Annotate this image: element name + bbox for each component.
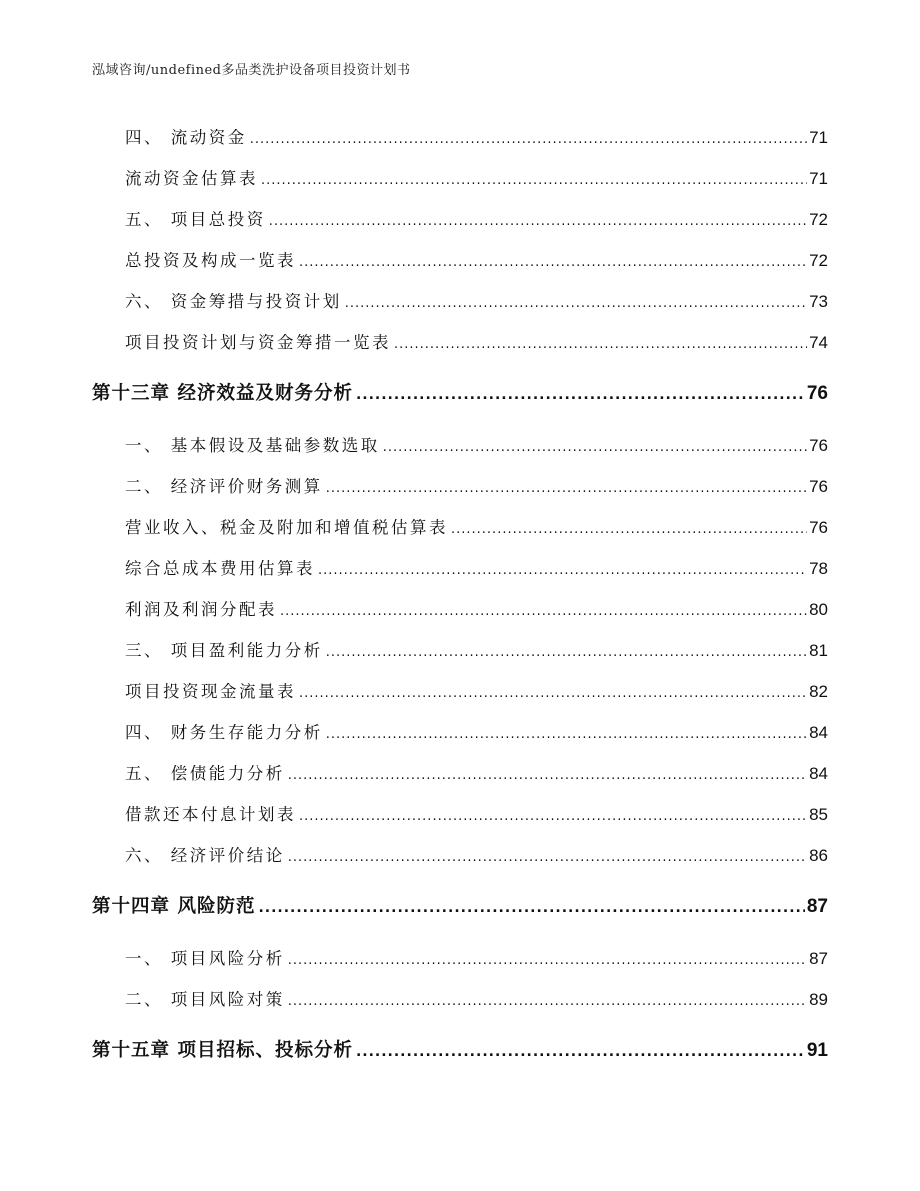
toc-entry-page: 84 bbox=[809, 723, 828, 742]
toc-entry-label: 项目投资计划与资金筹措一览表 bbox=[125, 333, 391, 352]
toc-entry-page: 71 bbox=[809, 128, 828, 147]
toc-entry-label: 一、 基本假设及基础参数选取 bbox=[125, 436, 380, 455]
toc-leader-dots bbox=[326, 723, 807, 742]
page-header: 泓域咨询/undefined多品类洗护设备项目投资计划书 bbox=[92, 63, 411, 78]
toc-entry-label: 第十五章 项目招标、投标分析 bbox=[92, 1040, 353, 1061]
toc-entry-page: 87 bbox=[806, 896, 828, 917]
toc-leader-dots bbox=[299, 805, 807, 824]
toc-leader-dots bbox=[356, 1040, 805, 1061]
toc-entry-label: 一、 项目风险分析 bbox=[125, 949, 285, 968]
toc-leader-dots bbox=[299, 682, 807, 701]
toc-leader-dots bbox=[299, 251, 807, 270]
toc-entry-page: 82 bbox=[809, 682, 828, 701]
toc-leader-dots bbox=[288, 764, 807, 783]
toc-entry-label: 四、 流动资金 bbox=[125, 128, 247, 147]
toc-entry-page: 80 bbox=[809, 600, 828, 619]
toc-leader-dots bbox=[326, 641, 807, 660]
toc-entry-page: 73 bbox=[809, 292, 828, 311]
toc-entry[interactable] bbox=[125, 165, 828, 189]
toc-entry-page: 81 bbox=[809, 641, 828, 660]
toc-entry-label: 第十三章 经济效益及财务分析 bbox=[92, 383, 353, 404]
toc-entry-label: 五、 偿债能力分析 bbox=[125, 764, 285, 783]
toc-leader-dots bbox=[326, 477, 807, 496]
toc-entry-page: 71 bbox=[809, 169, 828, 188]
toc-entry[interactable] bbox=[125, 124, 828, 148]
toc-entry-page: 72 bbox=[809, 251, 828, 270]
toc-entry-page: 72 bbox=[809, 210, 828, 229]
toc-entry-label: 二、 项目风险对策 bbox=[125, 990, 285, 1009]
toc-leader-dots bbox=[318, 559, 807, 578]
toc-entry[interactable] bbox=[125, 432, 828, 456]
toc-leader-dots bbox=[258, 896, 804, 917]
toc-entry[interactable] bbox=[125, 596, 828, 620]
toc-entry-label: 营业收入、税金及附加和增值税估算表 bbox=[125, 518, 448, 537]
toc-entry[interactable] bbox=[125, 719, 828, 743]
toc-entry-label: 三、 项目盈利能力分析 bbox=[125, 641, 323, 660]
toc-entry-page: 91 bbox=[806, 1040, 828, 1061]
toc-entry-label: 四、 财务生存能力分析 bbox=[125, 723, 323, 742]
toc-entry-label: 综合总成本费用估算表 bbox=[125, 559, 315, 578]
toc-chapter-entry[interactable] bbox=[92, 892, 828, 918]
toc-entry-page: 86 bbox=[809, 846, 828, 865]
toc-entry[interactable] bbox=[125, 473, 828, 497]
toc-entry[interactable] bbox=[125, 247, 828, 271]
toc-entry-label: 借款还本付息计划表 bbox=[125, 805, 296, 824]
toc-entry[interactable] bbox=[125, 986, 828, 1010]
toc-entry-label: 第十四章 风险防范 bbox=[92, 896, 256, 917]
toc-entry[interactable] bbox=[125, 842, 828, 866]
toc-entry-label: 流动资金估算表 bbox=[125, 169, 258, 188]
toc-leader-dots bbox=[288, 990, 807, 1009]
toc-entry-page: 87 bbox=[809, 949, 828, 968]
toc-leader-dots bbox=[288, 846, 807, 865]
toc-entry[interactable] bbox=[125, 637, 828, 661]
toc-entry[interactable] bbox=[125, 945, 828, 969]
toc-entry-label: 总投资及构成一览表 bbox=[125, 251, 296, 270]
toc-entry-page: 76 bbox=[809, 518, 828, 537]
toc-entry-label: 六、 资金筹措与投资计划 bbox=[125, 292, 342, 311]
toc-leader-dots bbox=[383, 436, 807, 455]
toc-entry[interactable] bbox=[125, 206, 828, 230]
toc-entry[interactable] bbox=[125, 514, 828, 538]
toc-entry-label: 六、 经济评价结论 bbox=[125, 846, 285, 865]
toc-leader-dots bbox=[261, 169, 807, 188]
toc-entry-label: 二、 经济评价财务测算 bbox=[125, 477, 323, 496]
toc-leader-dots bbox=[345, 292, 807, 311]
toc-leader-dots bbox=[356, 383, 805, 404]
toc-entry-label: 项目投资现金流量表 bbox=[125, 682, 296, 701]
toc-entry-page: 76 bbox=[809, 477, 828, 496]
toc-leader-dots bbox=[280, 600, 807, 619]
toc-entry[interactable] bbox=[125, 555, 828, 579]
toc-leader-dots bbox=[269, 210, 807, 229]
toc-leader-dots bbox=[288, 949, 807, 968]
toc-entry-page: 76 bbox=[806, 383, 828, 404]
toc-entry-page: 78 bbox=[809, 559, 828, 578]
toc-entry-label: 利润及利润分配表 bbox=[125, 600, 277, 619]
toc-entry-label: 五、 项目总投资 bbox=[125, 210, 266, 229]
toc-leader-dots bbox=[250, 128, 807, 147]
toc-entry[interactable] bbox=[125, 760, 828, 784]
toc-entry[interactable] bbox=[125, 678, 828, 702]
toc-entry-page: 74 bbox=[809, 333, 828, 352]
toc-entry-page: 84 bbox=[809, 764, 828, 783]
toc-entry[interactable] bbox=[125, 329, 828, 353]
toc-entry[interactable] bbox=[125, 801, 828, 825]
toc-entry-page: 85 bbox=[809, 805, 828, 824]
toc-chapter-entry[interactable] bbox=[92, 379, 828, 405]
toc-leader-dots bbox=[394, 333, 807, 352]
toc-leader-dots bbox=[451, 518, 807, 537]
toc-entry-page: 89 bbox=[809, 990, 828, 1009]
toc-entry[interactable] bbox=[125, 288, 828, 312]
toc-chapter-entry[interactable] bbox=[92, 1036, 828, 1062]
toc-entry-page: 76 bbox=[809, 436, 828, 455]
